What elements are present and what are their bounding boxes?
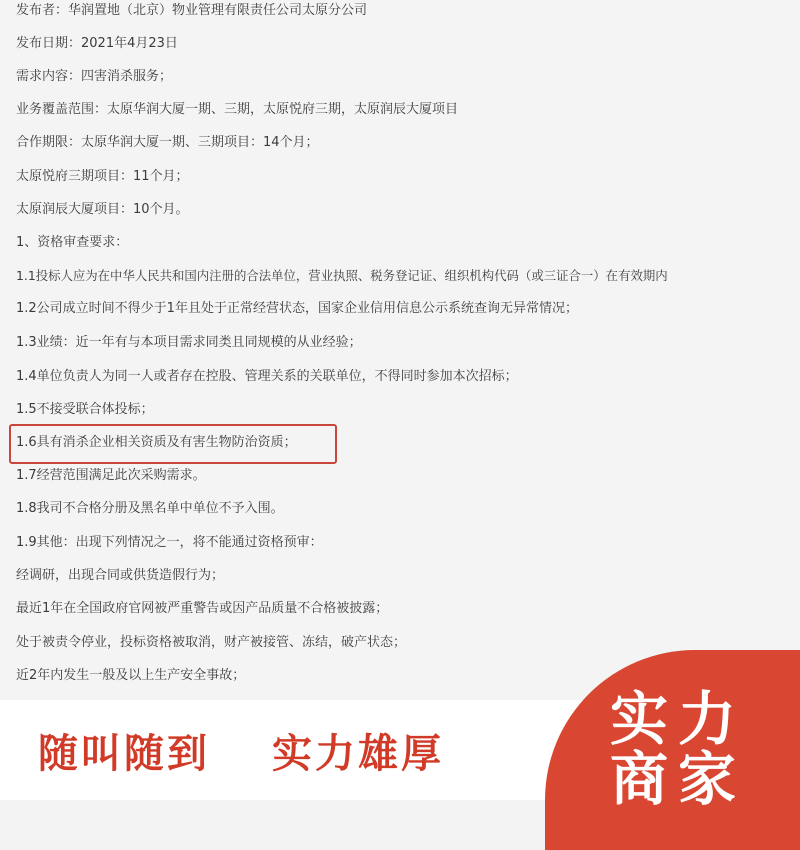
highlight-box: [9, 424, 337, 464]
doc-line: 1.8我司不合格分册及黑名单中单位不予入围。: [16, 501, 284, 516]
badge-line1: 实力: [610, 685, 747, 753]
doc-line-highlighted: 1.6具有消杀企业相关资质及有害生物防治资质；: [16, 435, 297, 450]
doc-line: 太原悦府三期项目：11个月；: [16, 169, 189, 184]
doc-line: 1.1投标人应为在中华人民共和国内注册的合法单位，营业执照、税务登记证、组织机构代码（或三证合一）在有效期内: [16, 268, 668, 283]
doc-line: 1.5不接受联合体投标；: [16, 402, 154, 417]
doc-line: 1、资格审查要求：: [16, 235, 129, 250]
doc-line: 太原润辰大厦项目：10个月。: [16, 202, 189, 217]
doc-line-publisher: 发布者：华润置地（北京）物业管理有限责任公司太原分公司: [16, 3, 368, 18]
doc-line: 1.9其他：出现下列情况之一，将不能通过资格预审：: [16, 535, 323, 550]
doc-line: 1.4单位负责人为同一人或者存在控股、管理关系的关联单位，不得同时参加本次招标；: [16, 369, 518, 384]
doc-line-date: 发布日期：2021年4月23日: [16, 36, 178, 51]
doc-line: 合作期限：太原华润大厦一期、三期项目：14个月；: [16, 135, 319, 150]
slogan-right: 实力雄厚: [272, 731, 444, 777]
doc-line: 需求内容：四害消杀服务；: [16, 69, 173, 84]
doc-line: 近2年内发生一般及以上生产安全事故；: [16, 668, 246, 683]
doc-line: 1.3业绩：近一年有与本项目需求同类且同规模的从业经验；: [16, 335, 362, 350]
doc-line: 业务覆盖范围：太原华润大厦一期、三期，太原悦府三期，太原润辰大厦项目: [16, 102, 459, 117]
doc-line: 最近1年在全国政府官网被严重警告或因产品质量不合格被披露；: [16, 601, 389, 616]
slogan-left: 随叫随到: [38, 731, 210, 777]
badge-line2: 商家: [610, 745, 747, 813]
doc-line: 1.2公司成立时间不得少于1年且处于正常经营状态，国家企业信用信息公示系统查询无异常情况；: [16, 301, 578, 316]
doc-line: 1.7经营范围满足此次采购需求。: [16, 468, 206, 483]
doc-line: 经调研，出现合同或供货造假行为；: [16, 568, 225, 583]
doc-line: 处于被责令停业，投标资格被取消，财产被接管、冻结，破产状态；: [16, 635, 407, 650]
